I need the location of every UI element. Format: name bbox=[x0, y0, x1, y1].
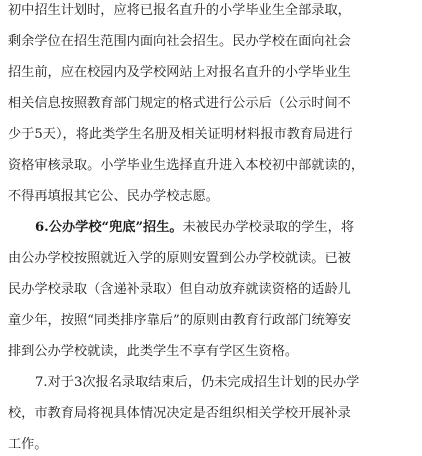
text-line: 校，市教育局将视具体情况决定是否组织相关学校开展补录 bbox=[8, 406, 351, 421]
text-line: 排到公办学校就读，此类学生不享有学区生资格。 bbox=[8, 344, 299, 359]
text-line: 不得再填报其它公、民办学校志愿。 bbox=[8, 189, 219, 204]
section-6-line bbox=[35, 217, 422, 239]
text-line: 7.对于3次报名录取结束后，仍未完成招生计划的民办学 bbox=[35, 375, 360, 390]
text-line: 由公办学校按照就近入学的原则安置到公办学校就读。已被 bbox=[8, 251, 351, 266]
text-line: 工作。 bbox=[8, 437, 48, 452]
text-line: 剩余学位在招生范围内面向社会招生。民办学校在面向社会 bbox=[8, 34, 351, 49]
text-line: 民办学校录取（含递补录取）但自动放弃就读资格的适龄儿 bbox=[8, 282, 351, 297]
text-line: 初中招生计划时，应将已报名直升的小学毕业生全部录取， bbox=[8, 3, 351, 18]
text-line: 相关信息按照教育部门规定的格式进行公示后（公示时间不 bbox=[8, 96, 351, 111]
section-6-heading: 6.公办学校“兜底”招生。 bbox=[35, 220, 183, 235]
text-line: 童少年，按照“同类排序靠后”的原则由教育行政部门统筹安 bbox=[8, 313, 352, 328]
text-line: 招生前，应在校园内及学校网站上对报名直升的小学毕业生 bbox=[8, 65, 351, 80]
section-6-text: 未被民办学校录取的学生，将 bbox=[182, 220, 355, 235]
text-line: 少于5天），将此类学生名册及相关证明材料报市教育局进行 bbox=[8, 127, 353, 142]
text-line: 资格审核录取。小学毕业生选择直升进入本校初中部就读的， bbox=[8, 158, 365, 173]
